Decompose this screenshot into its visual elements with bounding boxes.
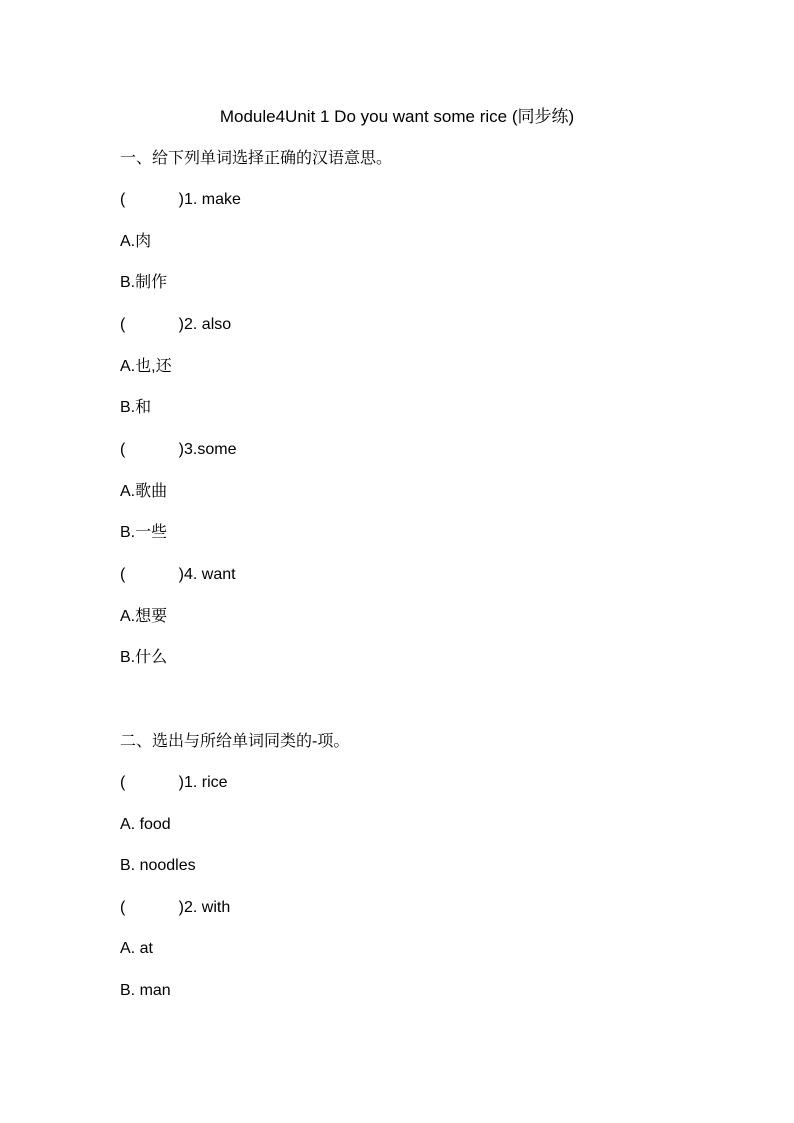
option-b: B. man (120, 982, 171, 999)
question-stem: ( )2. with (120, 899, 231, 916)
option-b: B. noodles (120, 857, 196, 874)
option-a: A.也,还 (120, 358, 172, 375)
page-title: Module4Unit 1 Do you want some rice (同步练) (219, 107, 575, 126)
section-1-heading: 一、给下列单词选择正确的汉语意思。 (120, 150, 393, 167)
question-stem: ( )1. make (120, 191, 241, 208)
option-a: A. food (120, 816, 171, 833)
option-a: A. at (120, 940, 153, 957)
option-a: A.歌曲 (120, 483, 168, 500)
question-stem: ( )1. rice (120, 774, 228, 791)
option-b: B.什么 (120, 649, 168, 666)
option-b: B.制作 (120, 274, 168, 291)
option-b: B.一些 (120, 524, 168, 541)
question-stem: ( )3.some (120, 441, 237, 458)
option-b: B.和 (120, 399, 152, 416)
section-2-heading: 二、选出与所给单词同类的-项。 (120, 733, 350, 750)
question-stem: ( )2. also (120, 316, 232, 333)
question-stem: ( )4. want (120, 566, 236, 583)
option-a: A.肉 (120, 233, 152, 250)
option-a: A.想要 (120, 608, 168, 625)
